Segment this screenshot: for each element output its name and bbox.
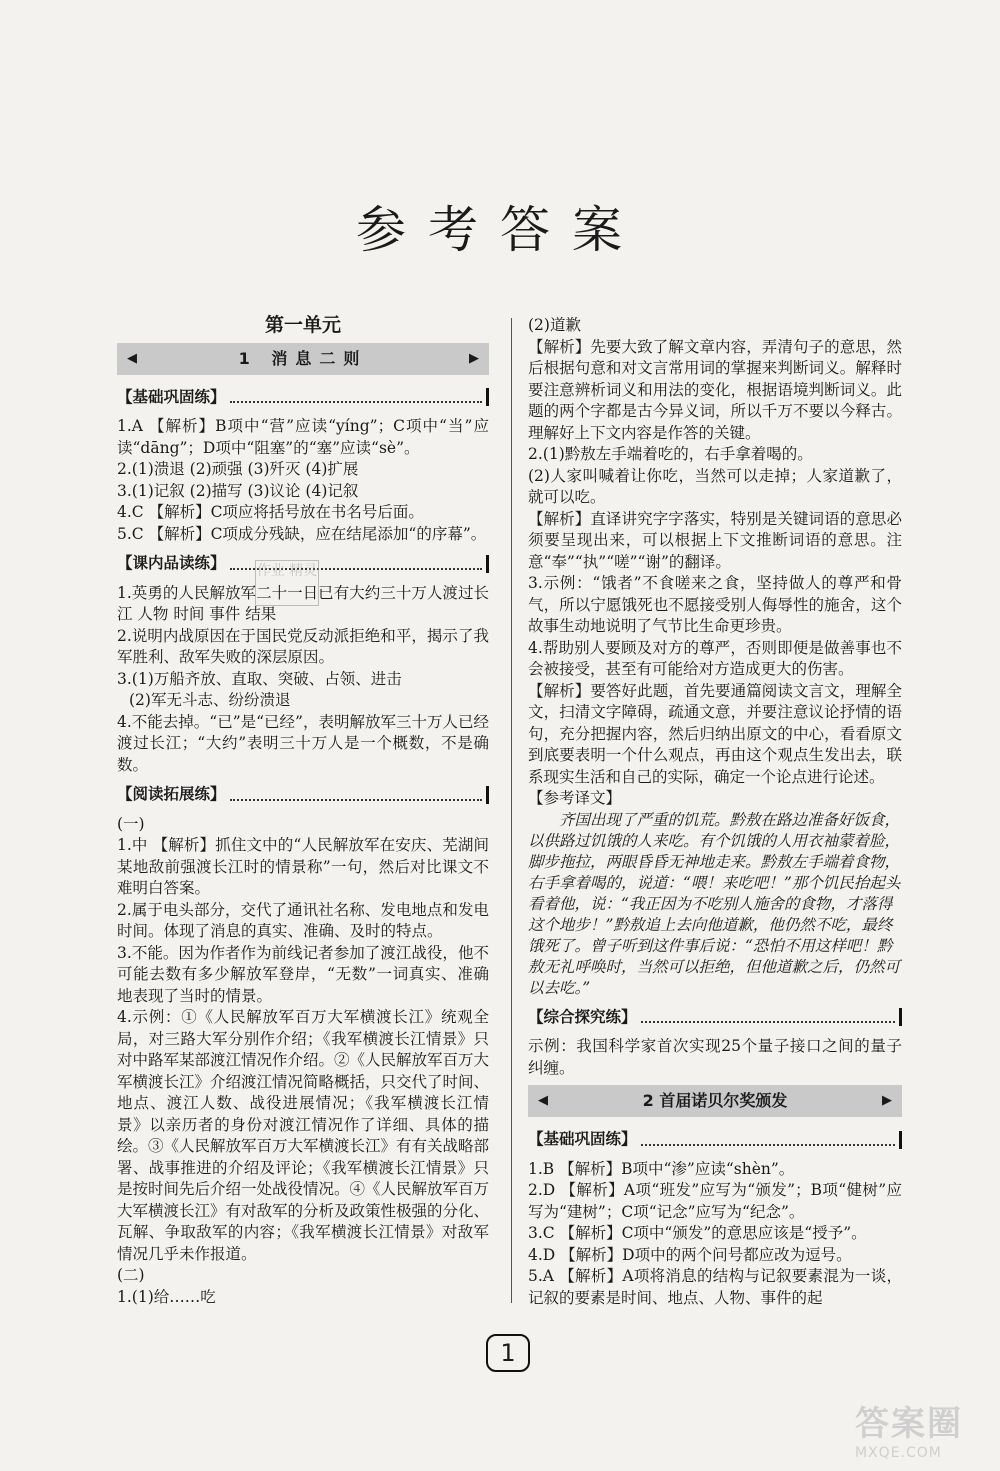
answer-item: 示例：我国科学家首次实现25个量子接口之间的量子纠缠。 bbox=[528, 1037, 902, 1077]
answer-item: 【解析】要答好此题，首先要通篇阅读文言文，理解全文，扫清文字障碍，疏通文意，并要注意议论抒情的语句，充分把握内容，然后归纳出原文的中心，看看原文到底要表明一个什么观点，再由这个观点生发出去，联系现实生活和自己的实际，确定一个论点进行论述。 bbox=[528, 681, 902, 786]
answer-item: 3.(1)万船齐放、直取、突破、占领、进击 bbox=[117, 669, 402, 688]
answer-item: (2)道歉 bbox=[528, 316, 581, 334]
section-heading: 【阅读拓展练】 bbox=[117, 784, 489, 806]
lesson-banner-2 bbox=[528, 1085, 902, 1117]
section-heading: 【综合探究练】 bbox=[528, 1007, 902, 1029]
lesson-title: 1 消息二则 bbox=[238, 348, 368, 368]
answer-item: 2.D 【解析】A项“班发”应写为“颁发”；B项“健树”应写为“建树”；C项“记念”应写为“纪念”。 bbox=[528, 1181, 902, 1221]
section-heading: 【课内品读练】 bbox=[117, 553, 489, 575]
right-arrow-icon: ▶ bbox=[469, 350, 479, 366]
answer-item: 3.C 【解析】C项中“颁发”的意思应该是“授予”。 bbox=[528, 1224, 867, 1242]
answer-item: 【解析】直译讲究字字落实，特别是关键词语的意思必须要呈现出来，可以根据上下文推断词语的意思。注意“奉”“执”“嗟”“谢”的翻译。 bbox=[528, 509, 902, 571]
answer-item: 3.不能。因为作者作为前线记者参加了渡江战役，他不可能去数有多少解放军登岸，“无数”一词真实、准确地表现了当时的情景。 bbox=[117, 943, 489, 1005]
column-divider bbox=[511, 318, 512, 1303]
answer-item: 1.英勇的人民解放军二十一日已有大约三十万人渡过长江 人物 时间 事件 结果 bbox=[117, 583, 489, 623]
answer-item: 3.(1)记叙 (2)描写 (3)议论 (4)记叙 bbox=[117, 481, 359, 500]
reference-translation: 齐国出现了严重的饥荒。黔敖在路边准备好饭食，以供路过饥饿的人来吃。有个饥饿的人用衣袖蒙着脸，脚步拖拉，两眼昏昏无神地走来。黔敖左手端着食物，右手拿着喝的，说道：“喂！来吃吧！”那个饥民抬起头看着他，说：“我正因为不吃别人施舍的食物，才落得这个地步！”黔敖追上去向他道歉，他仍然不吃，最终饿死了。曾子听到这件事后说：“恐怕不用这样吧！黔敖无礼呼唤时，当然可以拒绝，但他道歉之后，仍然可以去吃。” bbox=[528, 810, 901, 997]
answer-item: 2.(1)溃退 (2)顽强 (3)歼灭 (4)扩展 bbox=[117, 460, 359, 478]
answer-item: (2)军无斗志、纷纷溃退 bbox=[129, 691, 291, 709]
unit-title: 第一单元 bbox=[264, 314, 341, 336]
left-column bbox=[117, 315, 489, 1308]
answer-item: 2.属于电头部分，交代了通讯社名称、发电地点和发电时间。体现了消息的真实、准确、及时的特点。 bbox=[117, 900, 489, 940]
answer-item: 2.(1)黔敖左手端着吃的，右手拿着喝的。 bbox=[528, 445, 813, 463]
answer-item: (二) bbox=[117, 1266, 145, 1284]
answer-item: 1.A 【解析】B项中“营”应读“yíng”；C项中“当”应读“dāng”；D项中“阻塞”的“塞”应读“sè”。 bbox=[117, 417, 489, 457]
answer-item: 5.A 【解析】A项将消息的结构与记叙要素混为一谈，记叙的要素是时间、地点、人物、事件的起 bbox=[528, 1267, 902, 1307]
answer-item: 4.D 【解析】D项中的两个问号都应改为逗号。 bbox=[528, 1245, 852, 1264]
right-column bbox=[528, 315, 902, 1309]
answer-item: 1.B 【解析】B项中“渗”应读“shèn”。 bbox=[528, 1159, 795, 1178]
answer-item: 【参考译文】 bbox=[528, 789, 622, 807]
site-watermark bbox=[855, 1396, 985, 1466]
answer-item: 1.中 【解析】抓住文中的“人民解放军在安庆、芜湖间某地敌前强渡长江时的情景称”一句，然后对比课文不难明白答案。 bbox=[117, 836, 489, 897]
answer-item: (一) bbox=[117, 814, 145, 833]
page-number: 1 bbox=[486, 1334, 530, 1372]
answer-item: (2)人家叫喊着让你吃，当然可以走掉；人家道歉了，就可以吃。 bbox=[528, 466, 902, 506]
stamp-watermark: 作业 精灵 bbox=[255, 560, 319, 606]
answer-item: 1.(1)给……吃 bbox=[117, 1287, 216, 1306]
answer-item: 4.C 【解析】C项应将括号放在书名号后面。 bbox=[117, 503, 424, 521]
answer-item: 【解析】先要大致了解文章内容，弄清句子的意思，然后根据句意和对文言常用词的掌握来判断词义。解释时要注意辨析词义和用法的变化，根据语境判断词义。此题的两个字都是古今异义词，所以千万不要以今释古。理解好上下文内容是作答的关键。 bbox=[528, 337, 902, 442]
answer-item: 2.说明内战原因在于国民党反动派拒绝和平，揭示了我军胜利、敌军失败的深层原因。 bbox=[117, 626, 489, 666]
section-heading: 【基础巩固练】 bbox=[117, 387, 489, 409]
left-arrow-icon: ◀ bbox=[538, 1093, 548, 1109]
right-arrow-icon: ▶ bbox=[882, 1093, 892, 1109]
answer-item: 4.帮助别人要顾及对方的尊严，否则即便是做善事也不会被接受，甚至有可能给对方造成更大的伤害。 bbox=[528, 638, 902, 678]
page-title: 参考答案 bbox=[356, 201, 644, 259]
watermark-logo: 答案圈 bbox=[855, 1404, 963, 1444]
left-arrow-icon: ◀ bbox=[127, 350, 137, 366]
lesson-banner-1 bbox=[117, 343, 489, 375]
watermark-url: MXQE.COM bbox=[855, 1445, 942, 1461]
lesson-title: 2 首届诺贝尔奖颁发 bbox=[642, 1091, 788, 1111]
answer-item: 4.不能去掉。“已”是“已经”，表明解放军三十万人已经渡过长江；“大约”表明三十万人是一个概数，不是确数。 bbox=[117, 712, 489, 774]
answer-item: 3.示例：“饿者”不食嗟来之食，坚持做人的尊严和骨气，所以宁愿饿死也不愿接受别人侮辱性的施舍，这个故事生动地说明了气节比生命更珍贵。 bbox=[528, 574, 902, 635]
section-heading: 【基础巩固练】 bbox=[528, 1129, 902, 1151]
answer-item: 5.C 【解析】C项成分残缺，应在结尾添加“的序幕”。 bbox=[117, 524, 487, 543]
answer-item: 4.示例：①《人民解放军百万大军横渡长江》统观全局，对三路大军分别作介绍；《我军横渡长江情景》只对中路军某部渡江情况作介绍。②《人民解放军百万大军横渡长江》介绍渡江情况简略概括，只交代了时间、地点、渡江人数、战役进展情况；《我军横渡长江情景》以亲历者的身份对渡江情况作了详细、具体的描绘。③《人民解放军百万大军横渡长江》有有关战略部署、战事推进的介绍及评论；《我军横渡长江情景》只是按时间先后介绍一处战役情况。④《人民解放军百万大军横渡长江》有对敌军的分析及政策性极强的分化、瓦解、争取敌军的内容；《我军横渡长江情景》对敌军情况几乎未作报道。 bbox=[117, 1008, 490, 1263]
